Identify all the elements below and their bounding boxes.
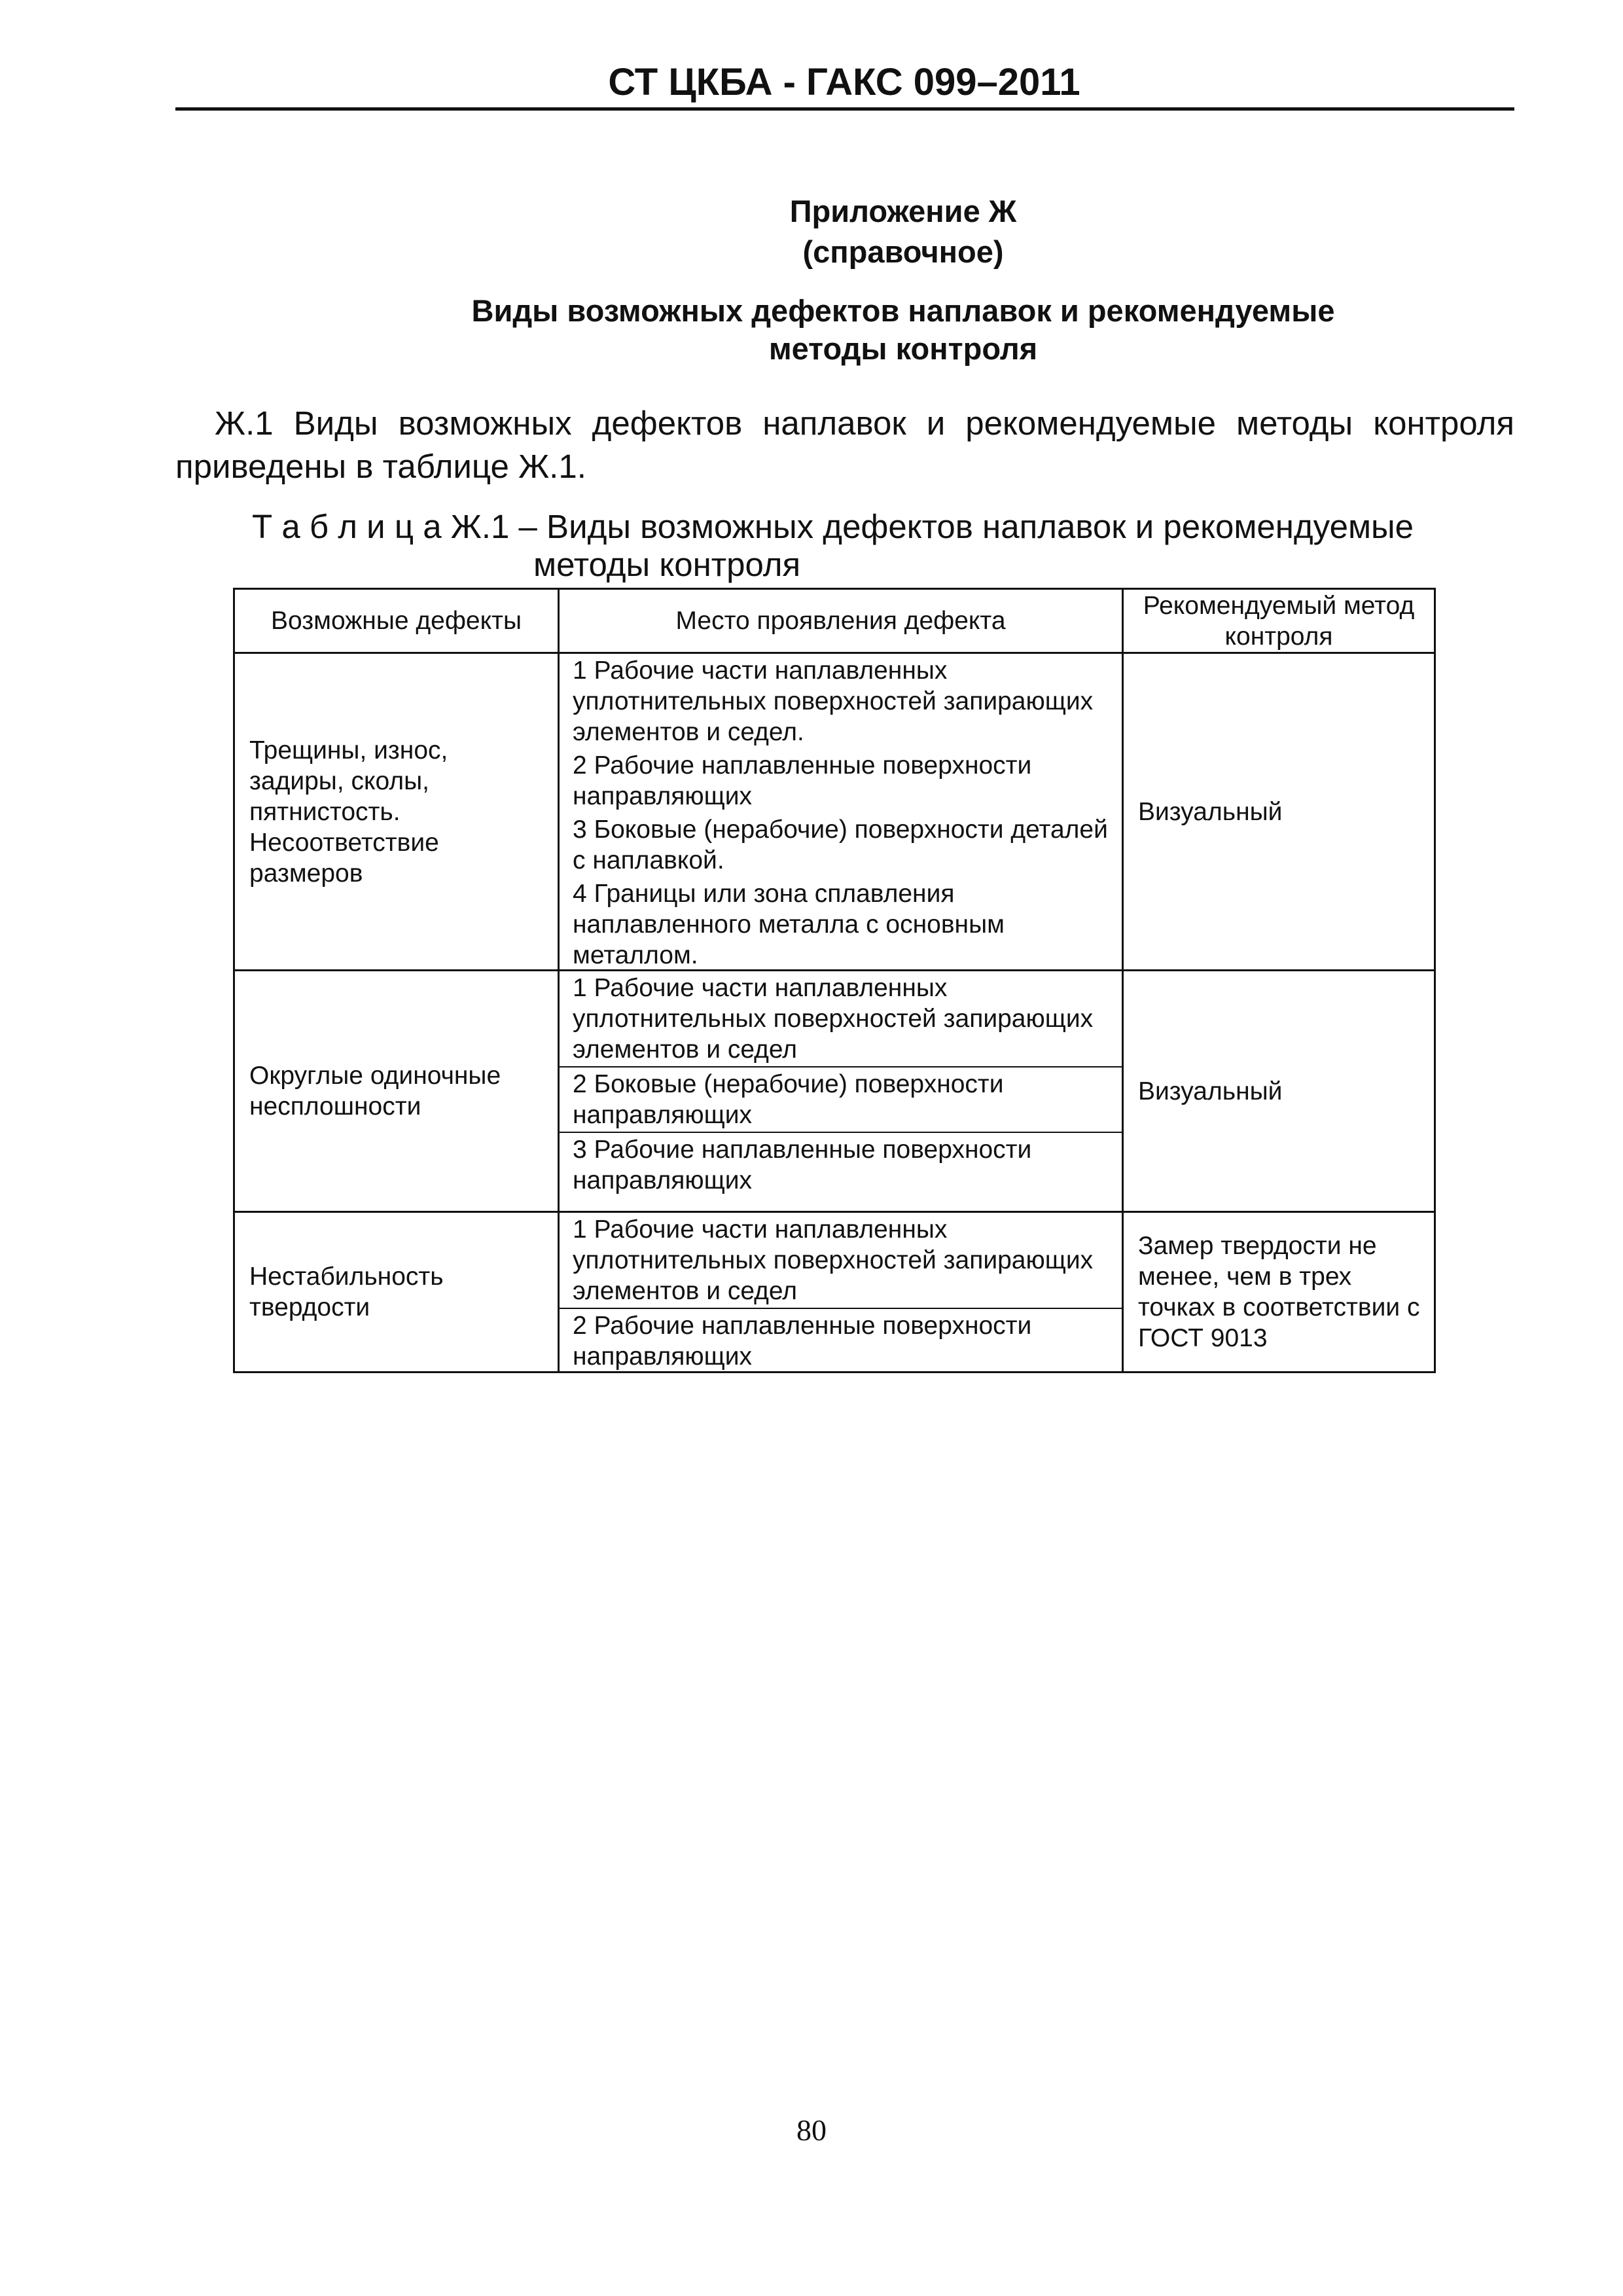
place-cell xyxy=(560,1213,1124,1371)
section-title-line1: Виды возможных дефектов наплавок и рекомендуемые xyxy=(471,293,1335,328)
header-defects: Возможные дефекты xyxy=(235,590,560,652)
place-item: 4 Границы или зона сплавления наплавленного металла с основным металлом. xyxy=(573,880,1005,969)
document-code: СТ ЦКБА - ГАКС 099–2011 xyxy=(608,61,1080,103)
table-header-row xyxy=(235,590,1434,654)
method-cell xyxy=(1124,971,1434,1211)
header-place: Место проявления дефекта xyxy=(560,590,1124,652)
defect-text: Нестабильность твердости xyxy=(249,1263,444,1321)
table-caption xyxy=(252,508,1495,584)
place-cell xyxy=(560,654,1124,969)
method-text: Визуальный xyxy=(1138,797,1283,826)
place-item: 2 Боковые (нерабочие) поверхности направляющих xyxy=(560,1066,1122,1132)
defect-cell xyxy=(235,654,560,969)
section-title-line2: методы контроля xyxy=(768,331,1038,366)
method-cell xyxy=(1124,654,1434,969)
header-rule xyxy=(175,107,1514,111)
appendix-subtitle: (справочное) xyxy=(802,234,1004,269)
defects-table xyxy=(233,588,1436,1373)
table-row xyxy=(235,969,1434,1211)
table-row xyxy=(235,1211,1434,1371)
table-caption-line2: методы контроля xyxy=(533,546,801,583)
appendix-title: Приложение Ж xyxy=(789,194,1017,228)
method-text: Замер твердости не менее, чем в трех точках в соответствии с ГОСТ 9013 xyxy=(1138,1232,1420,1352)
defect-text: Трещины, износ, задиры, сколы, пятнистость. Несоответствие размеров xyxy=(249,736,448,888)
place-item: 3 Рабочие наплавленные поверхности направляющих xyxy=(560,1132,1122,1197)
method-text: Визуальный xyxy=(1138,1077,1283,1105)
header-method: Рекомендуемый метод контроля xyxy=(1143,591,1415,651)
place-item: 1 Рабочие части наплавленных уплотнительных поверхностей запирающих элементов и седел xyxy=(573,1215,1094,1305)
place-item: 3 Боковые (нерабочие) поверхности деталей с наплавкой. xyxy=(573,816,1108,874)
place-item: 1 Рабочие части наплавленных уплотнительных поверхностей запирающих элементов и седел xyxy=(573,974,1094,1064)
section-title xyxy=(275,292,1531,368)
appendix-heading xyxy=(373,191,1433,272)
place-item: 2 Рабочие наплавленные поверхности направляющих xyxy=(573,751,1032,810)
table-caption-line1: Т а б л и ц а Ж.1 – Виды возможных дефектов наплавок и рекомендуемые xyxy=(252,508,1414,545)
intro-paragraph: Ж.1 Виды возможных дефектов наплавок и рекомендуемые методы контроля приведены в таблице Ж.1. xyxy=(175,404,1514,485)
place-cell xyxy=(560,971,1124,1211)
method-cell xyxy=(1124,1213,1434,1371)
place-item: 1 Рабочие части наплавленных уплотнительных поверхностей запирающих элементов и седел. xyxy=(573,656,1094,746)
place-item: 2 Рабочие наплавленные поверхности направляющих xyxy=(560,1308,1122,1373)
table-row xyxy=(235,654,1434,969)
defect-cell xyxy=(235,971,560,1211)
page-number: 80 xyxy=(796,2113,827,2147)
defect-text: Округлые одиночные несплошности xyxy=(249,1062,501,1121)
defect-cell xyxy=(235,1213,560,1371)
